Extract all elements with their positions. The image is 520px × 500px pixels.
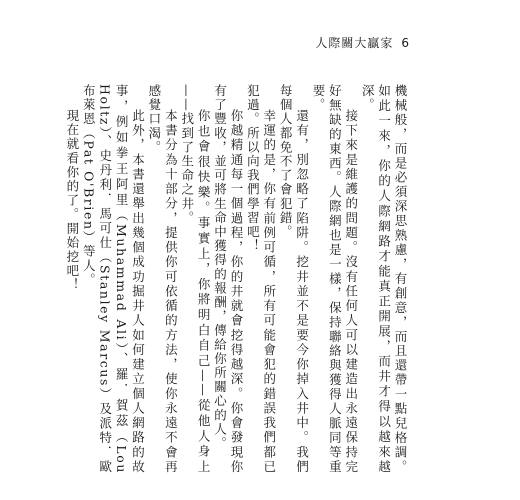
paragraph: 幸運的是，你有前例可循，所有可能會犯的錯誤我們都已犯過。所以向我們學習吧！	[245, 84, 277, 474]
page-number: 6	[401, 36, 410, 50]
running-title: 人際關大贏家	[315, 36, 394, 50]
paragraph: 接下來是維護的問題。沒有任何人可以建造出永遠保持完好無缺的東西。人際網也是一樣，保持聯絡與獲得人脈同等重要。	[310, 84, 359, 474]
paragraph: 還有，別忽略了陷阱。挖井並不是要今你掉入井中。我們每個人都免不了會犯錯。	[278, 84, 310, 474]
paragraph: 現在就看你的了。開始挖吧！	[64, 109, 80, 293]
paragraph: 此外，本書還舉出幾個成功掘井人如何建立個人網路的故事，例如拳王阿里（Muhammad Ali）、羅．賀茲（Lou Holtz）、史丹利．馬可仕（Stanley Marcus）及派特．歐布萊恩（Pat O'Brien）等人。	[81, 84, 146, 474]
paragraph: 你也會很快樂。事實上，你將明白自己——從他人身上——找到了生命之井。	[179, 84, 212, 474]
vertical-text-body	[64, 84, 408, 474]
paragraph: 你越精通每一個過程，你的井就會挖得越深。你會發現你有了豐收，並可將生命中獲得的報酬，傳給你所關心的人。	[212, 84, 244, 474]
running-header	[315, 34, 410, 51]
paragraph: 本書分為十部分，提供你可依循的方法，使你永遠不會再感覺口渴。	[146, 84, 179, 474]
paragraph-continued: 機械般，而是必須深思熟慮，有創意，而且還帶一點兒格調。如此一來，你的人際網路才能真正開展，而井才得以越來越深。	[360, 84, 408, 474]
